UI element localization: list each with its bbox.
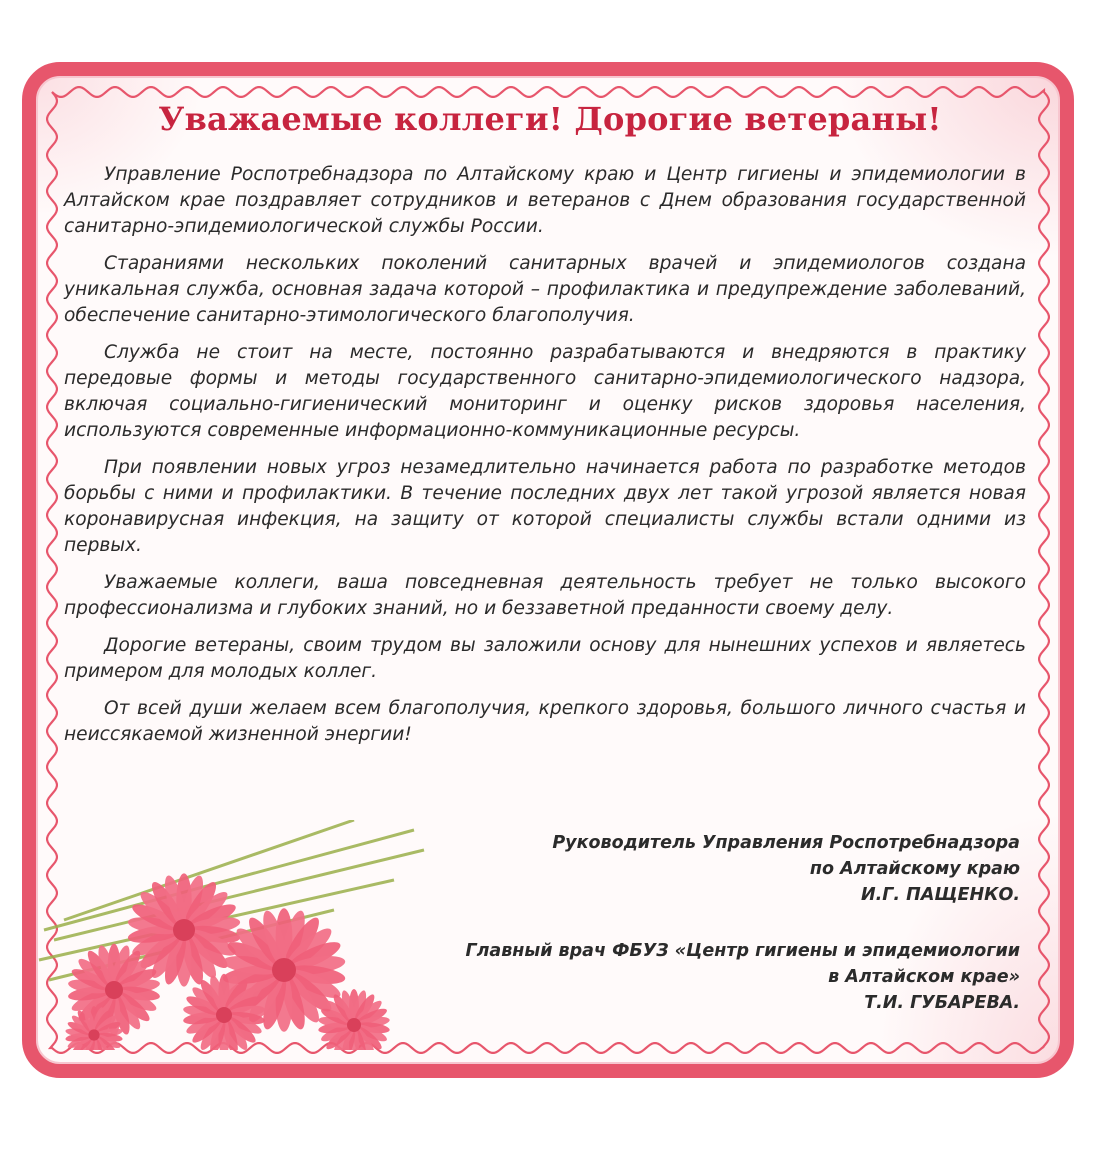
paragraph-7: От всей души желаем всем благополучия, крепкого здоровья, большого личного счастья и неиссякаемой жизненной энергии! [64,698,1026,745]
card-title: Уважаемые коллеги! Дорогие ветераны! [158,100,942,138]
paragraph-5: Уважаемые коллеги, ваша повседневная деятельность требует не только высокого профессионализма и глубоких знаний, но и беззаветной преданности своему делу. [64,572,1026,619]
signature-block-2 [380,938,1020,1016]
paragraph-2: Стараниями нескольких поколений санитарных врачей и эпидемиологов создана уникальная служба, основная задача которой – профилактика и предупреждение заболеваний, обеспечение санитарно-этимологического благополучия. [64,253,1026,326]
paragraph-6: Дорогие ветераны, своим трудом вы заложили основу для нынешних успехов и являетесь примером для молодых коллег. [64,635,1026,682]
paragraph-4: При появлении новых угроз незамедлительно начинается работа по разработке методов борьбы с ними и профилактики. В течение последних двух лет такой угрозой является новая коронавирусная инфекция, на защиту от которой специалисты службы встали одними из первых. [64,457,1026,556]
signature-2-region: в Алтайском крае» [828,967,1020,987]
signature-1-region: по Алтайскому краю [809,859,1020,879]
paragraph-3: Служба не стоит на месте, постоянно разрабатываются и внедряются в практику передовые формы и методы государственного санитарно-эпидемиологического надзора, включая социально-гигиенический мониторинг и оценку рисков здоровья населения, используются современные информационно-коммуникационные ресурсы. [64,342,1026,441]
signature-block-1 [380,830,1020,908]
signature-1-position: Руководитель Управления Роспотребнадзора [552,833,1020,853]
pink-gerbera-bouquet-icon [34,820,434,1050]
signature-1-name: И.Г. ПАЩЕНКО. [860,885,1020,905]
signature-2-position: Главный врач ФБУЗ «Центр гигиены и эпидемиологии [465,941,1020,961]
message-body [64,162,1026,759]
signature-2-name: Т.И. ГУБАРЕВА. [864,993,1020,1013]
paragraph-1: Управление Роспотребнадзора по Алтайскому краю и Центр гигиены и эпидемиологии в Алтайском крае поздравляет сотрудников и ветеранов с Днем образования государственной санитарно-эпидемиологической службы России. [64,164,1026,237]
